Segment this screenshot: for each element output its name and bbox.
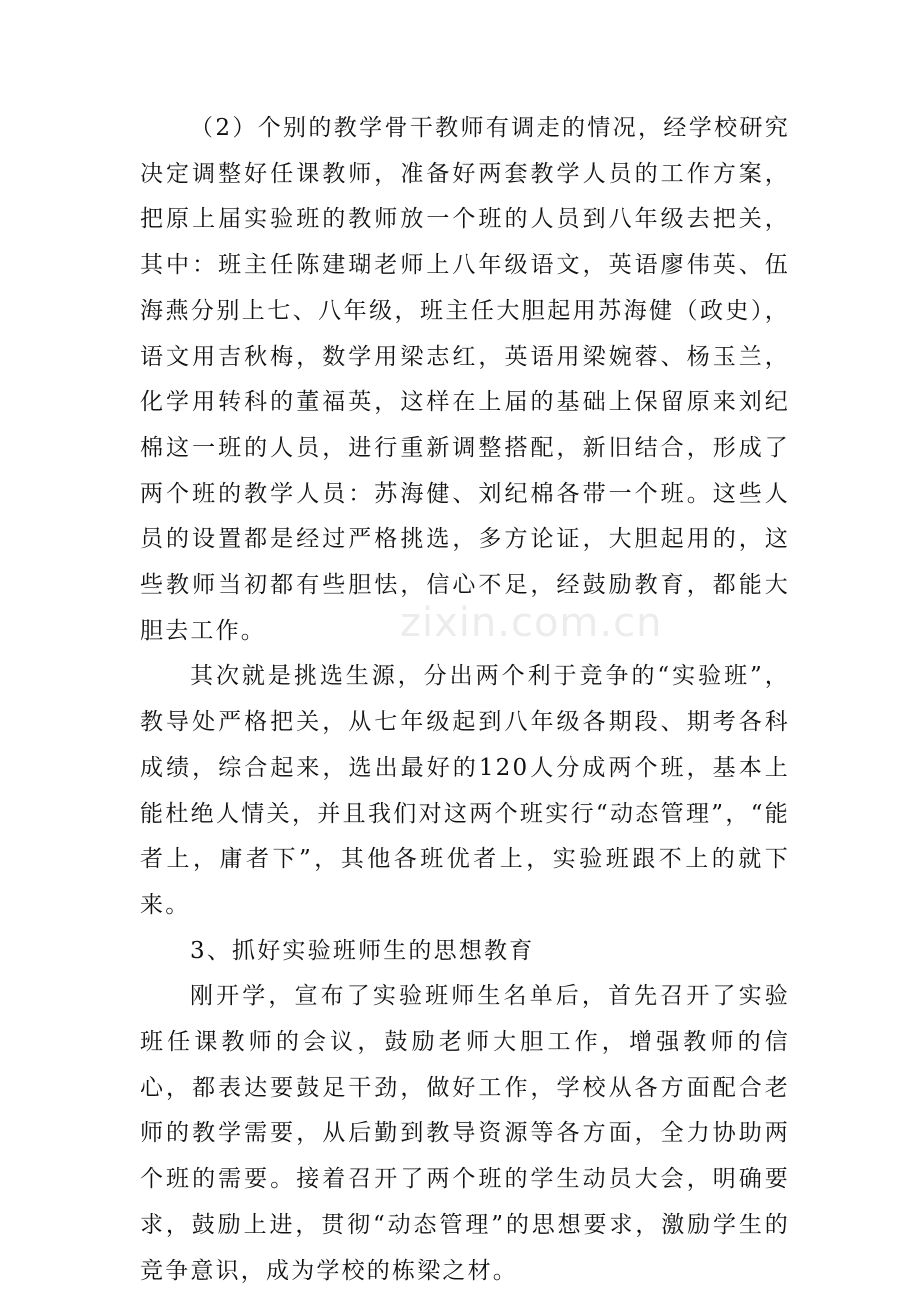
paragraph-mobilization-meetings: 刚开学，宣布了实验班师生名单后，首先召开了实验班任课教师的会议，鼓励老师大胆工作，增强教师的信心，都表达要鼓足干劲，做好工作，学校从各方面配合老师的教学需要，从后勤到教导资源等各方面，全力协助两个班的需要。接着召开了两个班的学生动员大会，明确要求，鼓励上进，贯彻“动态管理”的思想要求，激励学生的竞争意识，成为学校的栋梁之材。: [140, 983, 790, 1284]
watermark: zixin.com.cn: [400, 600, 663, 646]
section-heading-ideological-education: 3、抓好实验班师生的思想教育: [190, 937, 535, 964]
document-body: [140, 106, 790, 1294]
paragraph-staff-arrangement: （2）个别的教学骨干教师有调走的情况，经学校研究决定调整好任课教师，准备好两套教学人员的工作方案，把原上届实验班的教师放一个班的人员到八年级去把关，其中：班主任陈建瑚老师上八年级语文，英语廖伟英、伍海燕分别上七、八年级，班主任大胆起用苏海健（政史），语文用吉秋梅，数学用梁志红，英语用梁婉蓉、杨玉兰，化学用转科的董福英，这样在上届的基础上保留原来刘纪棉这一班的人员，进行重新调整搭配，新旧结合，形成了两个班的教学人员：苏海健、刘纪棉各带一个班。这些人员的设置都是经过严格挑选，多方论证，大胆起用的，这些教师当初都有些胆怯，信心不足，经鼓励教育，都能大胆去工作。: [140, 115, 790, 644]
paragraph-student-selection: 其次就是挑选生源，分出两个利于竞争的“实验班”，教导处严格把关，从七年级起到八年级各期段、期考各科成绩，综合起来，选出最好的120人分成两个班，基本上能杜绝人情关，并且我们对这两个班实行“动态管理”，“能者上，庸者下”，其他各班优者上，实验班跟不上的就下来。: [140, 663, 790, 918]
